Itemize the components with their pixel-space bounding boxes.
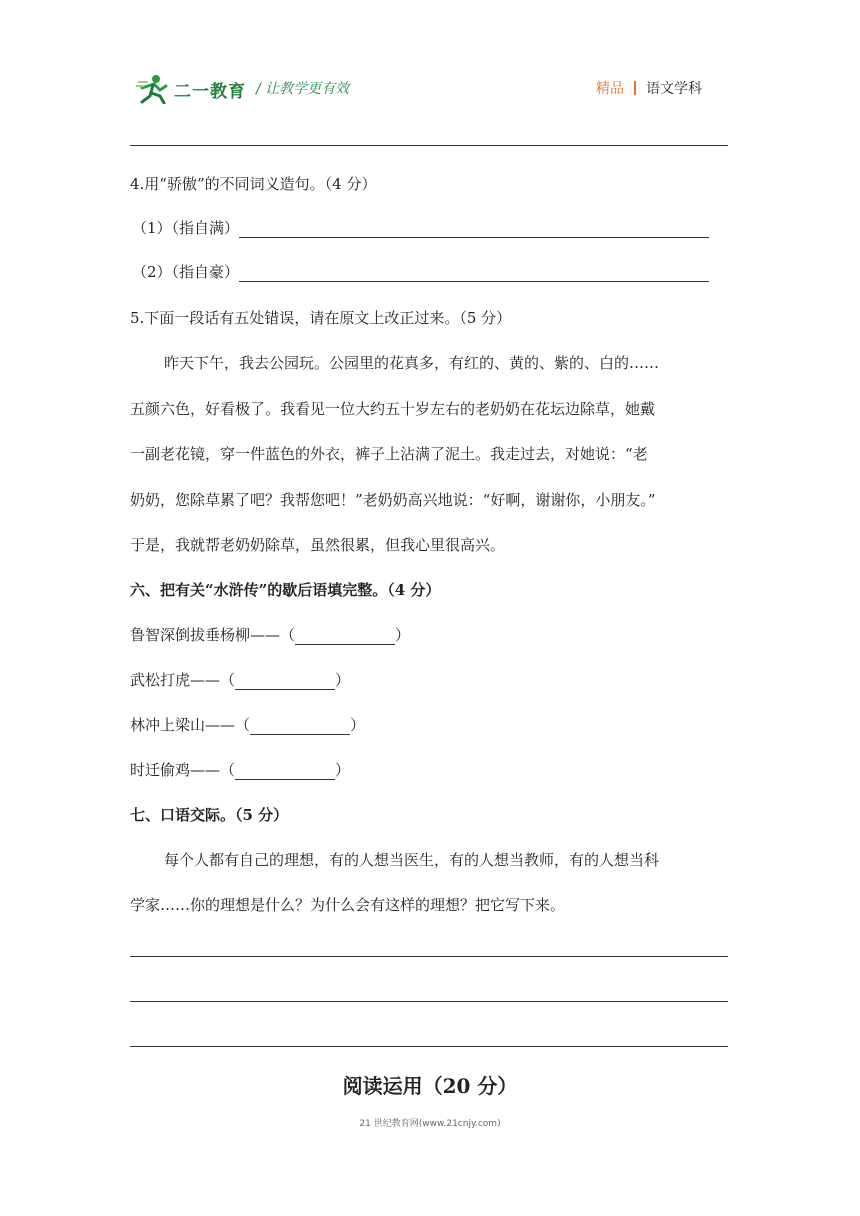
header-divider — [634, 81, 636, 95]
subject-label: 语文学科 — [646, 81, 702, 97]
proverb-blank[interactable] — [295, 628, 395, 645]
q4-item-1 — [132, 218, 709, 238]
proverb-lead: 时迁偷鸡——（ — [130, 761, 236, 779]
proverb-tail: ） — [335, 671, 351, 689]
writing-line[interactable] — [130, 1001, 728, 1002]
answer-line[interactable] — [239, 221, 709, 238]
proverb-tail: ） — [335, 761, 351, 779]
proverb-tail: ） — [350, 716, 366, 734]
premium-label: 精品 — [596, 81, 624, 97]
proverb-item — [130, 715, 365, 735]
proverb-tail: ） — [395, 626, 411, 644]
proverb-blank[interactable] — [235, 673, 335, 690]
q5-paragraph-line: 奶奶，您除草累了吧？我帮您吧！”老奶奶高兴地说：“好啊，谢谢你，小朋友。” — [130, 491, 656, 509]
proverb-blank[interactable] — [235, 763, 335, 780]
footer-source: 21 世纪教育网(www.21cnjy.com) — [359, 1119, 501, 1129]
section-7-text-line: 每个人都有自己的理想，有的人想当医生，有的人想当教师，有的人想当科 — [164, 851, 660, 869]
proverb-lead: 林冲上梁山——（ — [130, 716, 251, 734]
proverb-item — [130, 760, 350, 780]
proverb-blank[interactable] — [250, 718, 350, 735]
q4-prompt: 4.用“骄傲”的不同词义造句。（4 分） — [130, 175, 377, 193]
slogan: / 让教学更有效 — [256, 81, 350, 97]
q5-paragraph-line: 昨天下午，我去公园玩。公园里的花真多，有红的、黄的、紫的、白的…… — [164, 354, 660, 372]
answer-line[interactable] — [239, 265, 709, 282]
writing-line[interactable] — [130, 956, 728, 957]
section-6-title: 六、把有关“水浒传”的歇后语填完整。（4 分） — [130, 581, 441, 599]
header-rule — [130, 145, 728, 146]
proverb-item — [130, 670, 350, 690]
proverb-lead: 武松打虎——（ — [130, 671, 236, 689]
q5-paragraph-line: 于是，我就帮老奶奶除草，虽然很累，但我心里很高兴。 — [130, 536, 506, 554]
section-7-title: 七、口语交际。（5 分） — [130, 806, 289, 824]
section-7-text-line: 学家……你的理想是什么？为什么会有这样的理想？把它写下来。 — [130, 896, 566, 914]
proverb-lead: 鲁智深倒拔垂杨柳——（ — [130, 626, 296, 644]
q5-paragraph-line: 五颜六色，好看极了。我看见一位大约五十岁左右的老奶奶在花坛边除草，她戴 — [130, 400, 656, 418]
q5-prompt: 5.下面一段话有五处错误，请在原文上改正过来。（5 分） — [130, 309, 512, 327]
logo-text: 二一教育 — [174, 81, 246, 102]
proverb-item — [130, 625, 410, 645]
header-subject — [596, 78, 702, 98]
logo — [136, 72, 246, 106]
q4-item-2 — [132, 262, 709, 282]
q5-paragraph-line: 一副老花镜，穿一件蓝色的外衣，裤子上沾满了泥土。我走过去，对她说：“老 — [130, 445, 648, 463]
q4-item-2-label: （2）（指自豪） — [132, 263, 240, 281]
q4-item-1-label: （1）（指自满） — [132, 219, 240, 237]
reading-section-title: 阅读运用（20 分） — [342, 1074, 518, 1098]
runner-logo-icon — [136, 74, 172, 104]
writing-line[interactable] — [130, 1046, 728, 1047]
